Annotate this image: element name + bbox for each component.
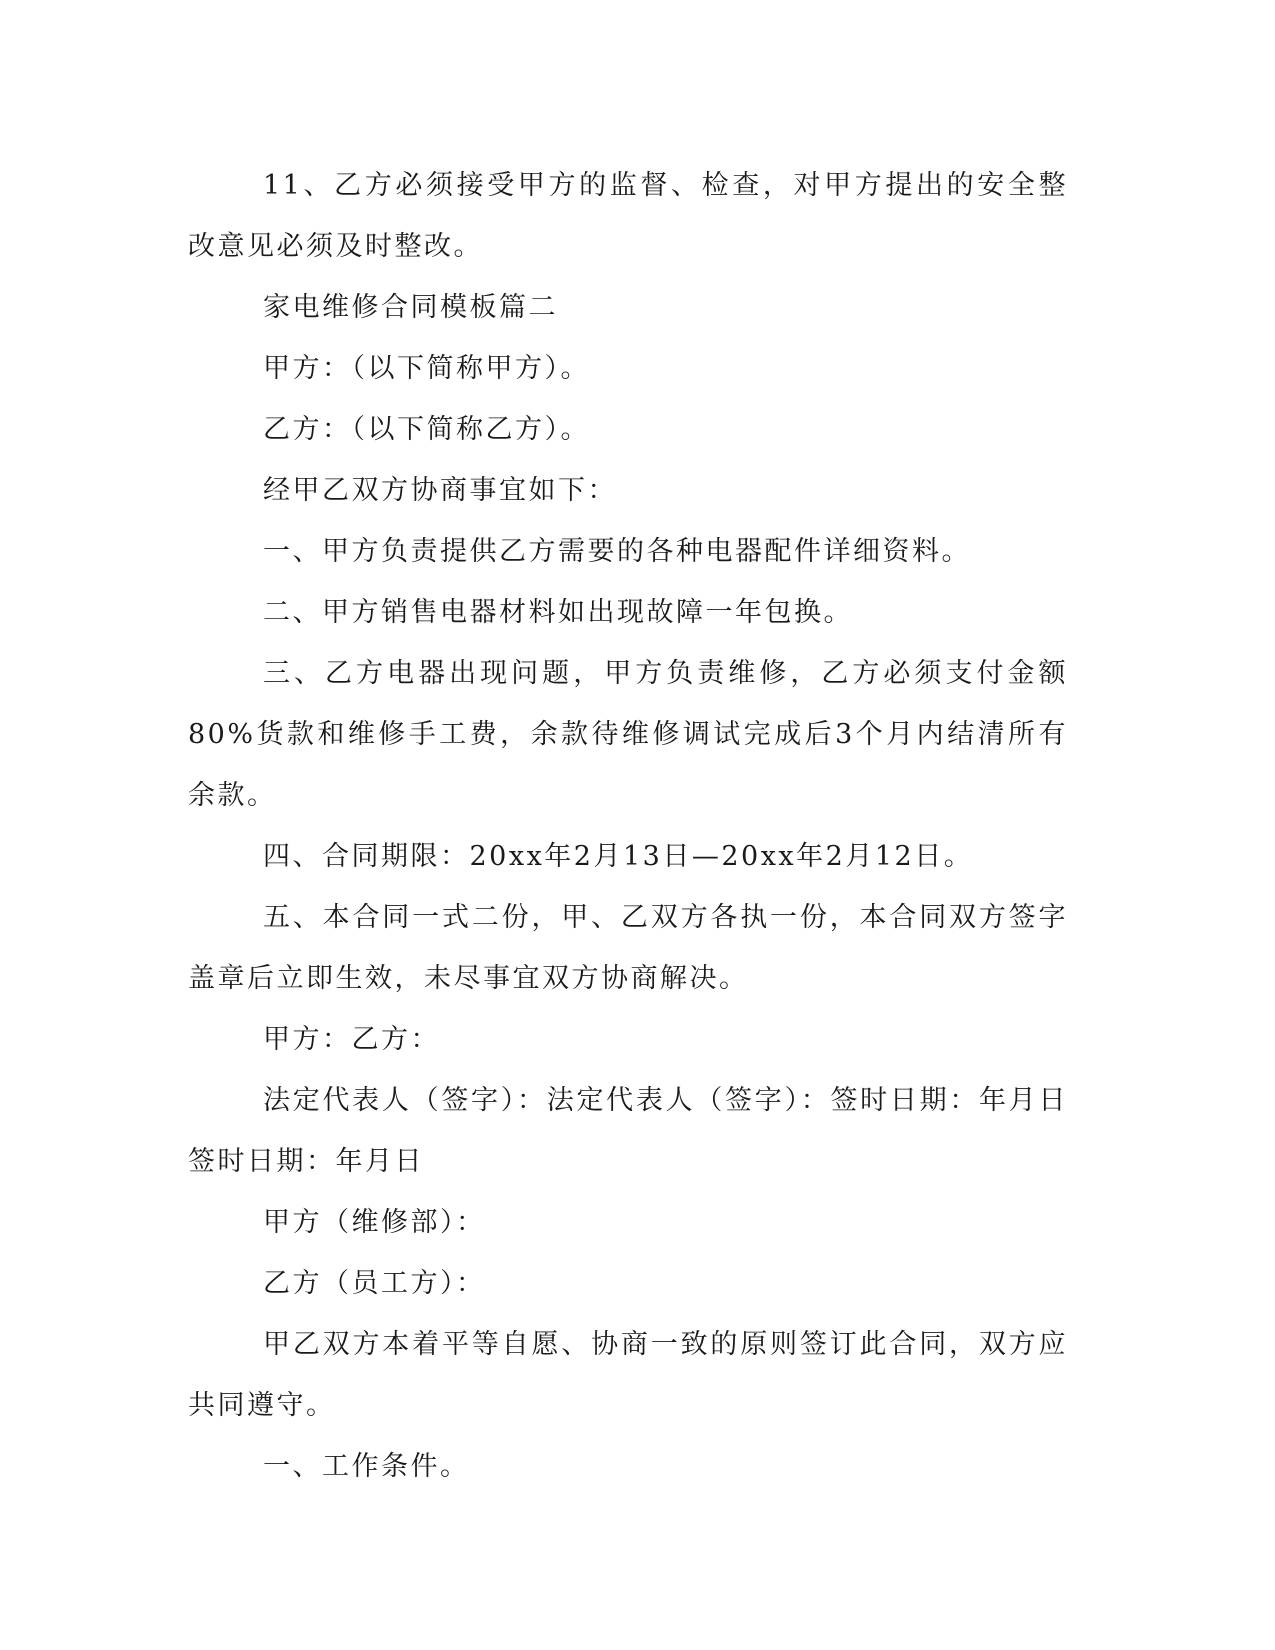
party-b-employee: 乙方（员工方）： <box>263 1268 486 1299</box>
paragraph-safety-rectification: 11、乙方必须接受甲方的监督、检查，对甲方提出的安全整改意见必须及时整改。 <box>188 170 1068 262</box>
party-b-line: 乙方：（以下简称乙方）。 <box>263 414 590 445</box>
clause-5: 五、本合同一式二份，甲、乙双方各执一份，本合同双方签字盖章后立即生效，未尽事宜双方协商解决。 <box>188 902 1068 994</box>
signature-representatives: 法定代表人（签字）：法定代表人（签字）：签时日期：年月日签时日期：年月日 <box>188 1085 1068 1177</box>
signature-parties: 甲方：乙方： <box>263 1024 440 1055</box>
paragraph-agreement-intro: 经甲乙双方协商事宜如下： <box>263 475 617 506</box>
clause-3: 三、乙方电器出现问题，甲方负责维修，乙方必须支付金额80%货款和维修手工费，余款待维修调试完成后3个月内结清所有余款。 <box>188 658 1068 811</box>
clause-1: 一、甲方负责提供乙方需要的各种电器配件详细资料。 <box>263 536 971 567</box>
party-a-line: 甲方：（以下简称甲方）。 <box>263 353 590 384</box>
clause-2: 二、甲方销售电器材料如出现故障一年包换。 <box>263 597 853 628</box>
heading-work-conditions: 一、工作条件。 <box>263 1451 470 1482</box>
clause-4-term: 四、合同期限：20xx年2月13日—20xx年2月12日。 <box>263 841 974 872</box>
paragraph-principles: 甲乙双方本着平等自愿、协商一致的原则签订此合同，双方应共同遵守。 <box>188 1329 1068 1421</box>
party-a-repair-dept: 甲方（维修部）： <box>263 1207 486 1238</box>
section-title: 家电维修合同模板篇二 <box>263 292 558 323</box>
document-body <box>188 155 1068 1497</box>
